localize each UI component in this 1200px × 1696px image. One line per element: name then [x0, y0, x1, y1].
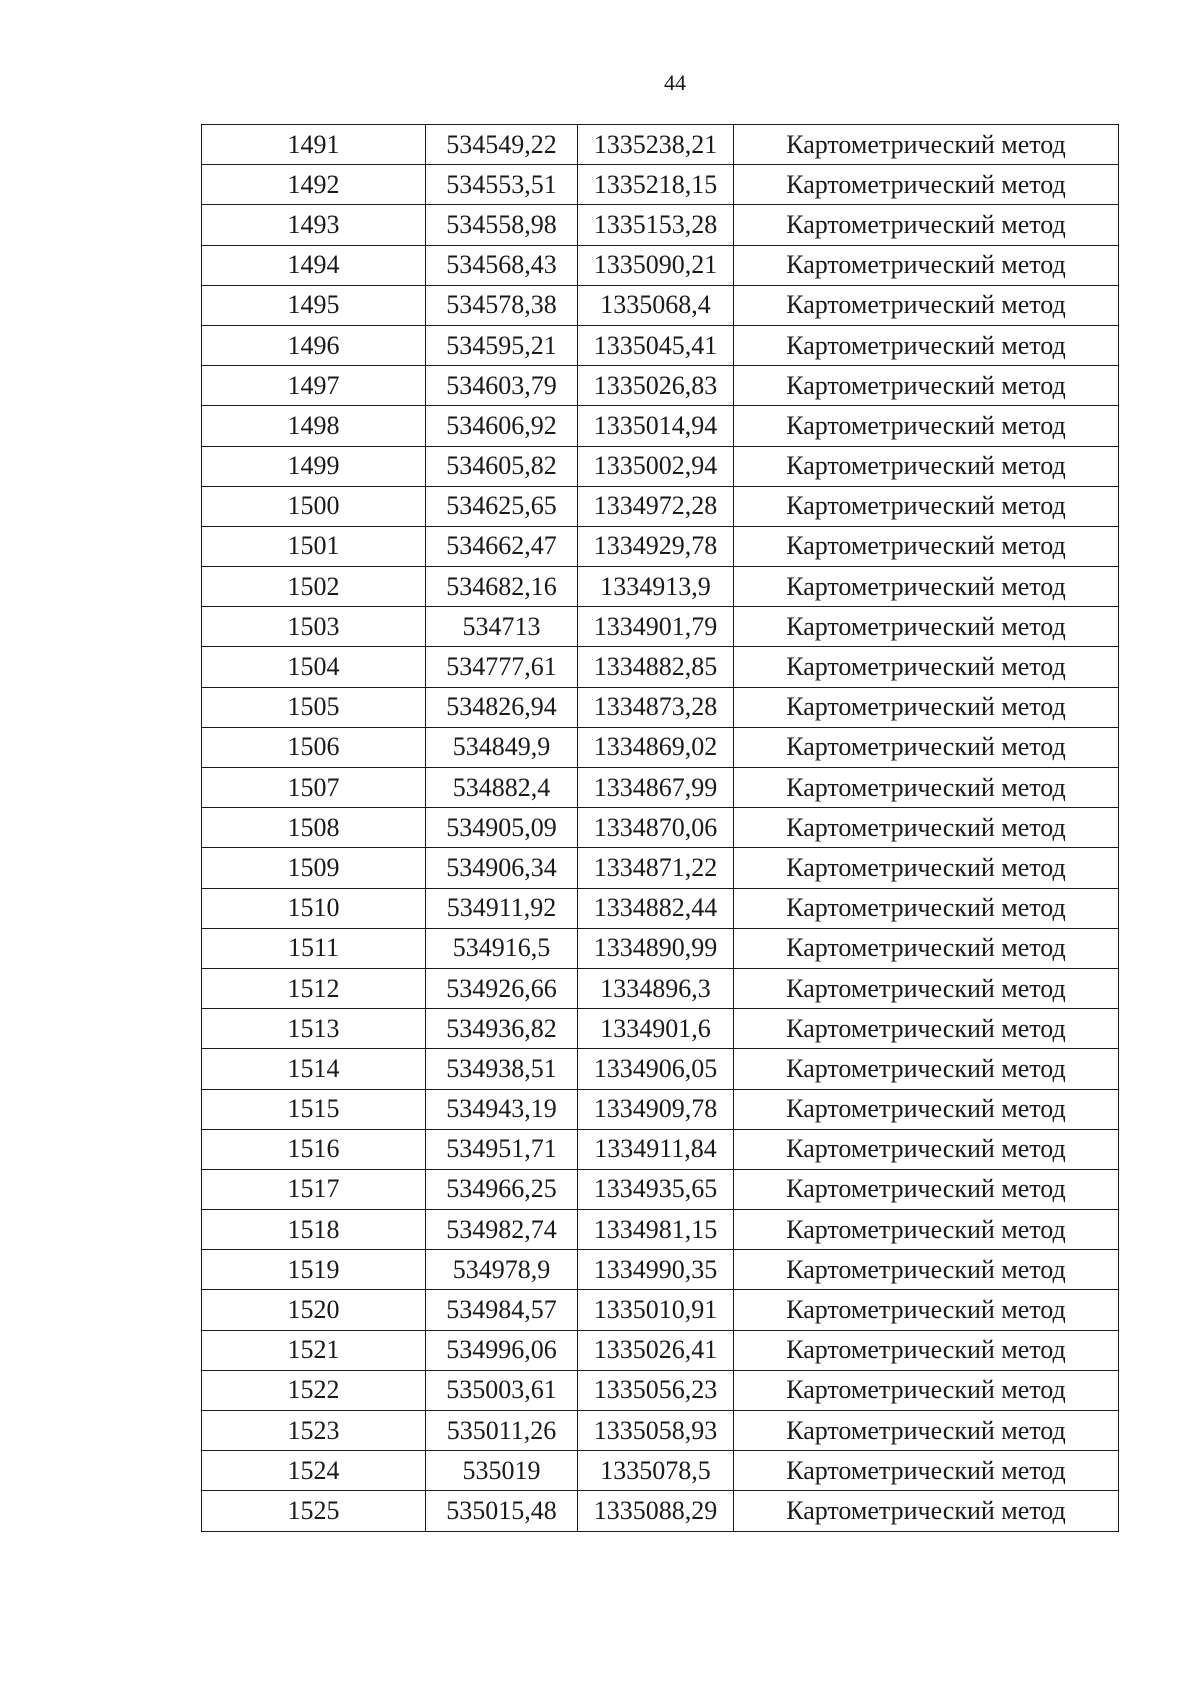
y-coordinate-cell: 1335090,21: [578, 245, 734, 285]
point-number-cell: 1502: [202, 567, 426, 607]
method-cell: Картометрический метод: [734, 928, 1119, 968]
point-number-cell: 1521: [202, 1330, 426, 1370]
coordinates-table: [201, 124, 1119, 1532]
table-row: [202, 406, 1119, 446]
y-coordinate-cell: 1334901,79: [578, 607, 734, 647]
point-number-cell: 1515: [202, 1089, 426, 1129]
x-coordinate-cell: 534568,43: [426, 245, 578, 285]
method-cell: Картометрический метод: [734, 406, 1119, 446]
y-coordinate-cell: 1334981,15: [578, 1210, 734, 1250]
point-number-cell: 1516: [202, 1129, 426, 1169]
table-row: [202, 1169, 1119, 1209]
method-cell: Картометрический метод: [734, 607, 1119, 647]
y-coordinate-cell: 1335056,23: [578, 1370, 734, 1410]
point-number-cell: 1497: [202, 366, 426, 406]
point-number-cell: 1518: [202, 1210, 426, 1250]
table-row: [202, 1250, 1119, 1290]
point-number-cell: 1513: [202, 1009, 426, 1049]
point-number-cell: 1500: [202, 486, 426, 526]
y-coordinate-cell: 1334890,99: [578, 928, 734, 968]
point-number-cell: 1506: [202, 727, 426, 767]
point-number-cell: 1520: [202, 1290, 426, 1330]
method-cell: Картометрический метод: [734, 647, 1119, 687]
table-row: [202, 1451, 1119, 1491]
x-coordinate-cell: 534978,9: [426, 1250, 578, 1290]
method-cell: Картометрический метод: [734, 1290, 1119, 1330]
x-coordinate-cell: 534553,51: [426, 165, 578, 205]
table-row: [202, 1370, 1119, 1410]
table-row: [202, 1210, 1119, 1250]
point-number-cell: 1510: [202, 888, 426, 928]
table-row: [202, 687, 1119, 727]
method-cell: Картометрический метод: [734, 245, 1119, 285]
point-number-cell: 1524: [202, 1451, 426, 1491]
x-coordinate-cell: 534882,4: [426, 768, 578, 808]
method-cell: Картометрический метод: [734, 567, 1119, 607]
table-row: [202, 968, 1119, 1008]
y-coordinate-cell: 1334913,9: [578, 567, 734, 607]
x-coordinate-cell: 534936,82: [426, 1009, 578, 1049]
method-cell: Картометрический метод: [734, 1370, 1119, 1410]
y-coordinate-cell: 1334906,05: [578, 1049, 734, 1089]
y-coordinate-cell: 1335058,93: [578, 1411, 734, 1451]
table-row: [202, 205, 1119, 245]
x-coordinate-cell: 535015,48: [426, 1491, 578, 1531]
table-row: [202, 325, 1119, 365]
table-row: [202, 125, 1119, 165]
method-cell: Картометрический метод: [734, 687, 1119, 727]
table-row: [202, 245, 1119, 285]
y-coordinate-cell: 1334896,3: [578, 968, 734, 1008]
x-coordinate-cell: 534938,51: [426, 1049, 578, 1089]
point-number-cell: 1492: [202, 165, 426, 205]
x-coordinate-cell: 534966,25: [426, 1169, 578, 1209]
point-number-cell: 1501: [202, 526, 426, 566]
x-coordinate-cell: 534558,98: [426, 205, 578, 245]
point-number-cell: 1522: [202, 1370, 426, 1410]
point-number-cell: 1491: [202, 125, 426, 165]
method-cell: Картометрический метод: [734, 808, 1119, 848]
point-number-cell: 1504: [202, 647, 426, 687]
x-coordinate-cell: 535019: [426, 1451, 578, 1491]
x-coordinate-cell: 535011,26: [426, 1411, 578, 1451]
point-number-cell: 1517: [202, 1169, 426, 1209]
y-coordinate-cell: 1335045,41: [578, 325, 734, 365]
method-cell: Картометрический метод: [734, 1210, 1119, 1250]
point-number-cell: 1505: [202, 687, 426, 727]
table-body: [202, 125, 1119, 1532]
x-coordinate-cell: 534926,66: [426, 968, 578, 1008]
method-cell: Картометрический метод: [734, 446, 1119, 486]
table-row: [202, 848, 1119, 888]
method-cell: Картометрический метод: [734, 1129, 1119, 1169]
method-cell: Картометрический метод: [734, 1330, 1119, 1370]
table-row: [202, 1049, 1119, 1089]
point-number-cell: 1498: [202, 406, 426, 446]
method-cell: Картометрический метод: [734, 325, 1119, 365]
method-cell: Картометрический метод: [734, 205, 1119, 245]
page-number: 44: [664, 70, 686, 95]
y-coordinate-cell: 1335153,28: [578, 205, 734, 245]
table-row: [202, 165, 1119, 205]
x-coordinate-cell: 534549,22: [426, 125, 578, 165]
y-coordinate-cell: 1334909,78: [578, 1089, 734, 1129]
method-cell: Картометрический метод: [734, 285, 1119, 325]
x-coordinate-cell: 534713: [426, 607, 578, 647]
point-number-cell: 1514: [202, 1049, 426, 1089]
x-coordinate-cell: 534906,34: [426, 848, 578, 888]
point-number-cell: 1495: [202, 285, 426, 325]
point-number-cell: 1494: [202, 245, 426, 285]
y-coordinate-cell: 1335068,4: [578, 285, 734, 325]
method-cell: Картометрический метод: [734, 968, 1119, 1008]
y-coordinate-cell: 1334882,44: [578, 888, 734, 928]
y-coordinate-cell: 1334871,22: [578, 848, 734, 888]
y-coordinate-cell: 1335218,15: [578, 165, 734, 205]
method-cell: Картометрический метод: [734, 1250, 1119, 1290]
method-cell: Картометрический метод: [734, 727, 1119, 767]
point-number-cell: 1512: [202, 968, 426, 1008]
x-coordinate-cell: 534595,21: [426, 325, 578, 365]
y-coordinate-cell: 1335002,94: [578, 446, 734, 486]
x-coordinate-cell: 534606,92: [426, 406, 578, 446]
method-cell: Картометрический метод: [734, 526, 1119, 566]
table-row: [202, 888, 1119, 928]
y-coordinate-cell: 1334867,99: [578, 768, 734, 808]
x-coordinate-cell: 534849,9: [426, 727, 578, 767]
x-coordinate-cell: 534625,65: [426, 486, 578, 526]
table-row: [202, 1411, 1119, 1451]
table-row: [202, 486, 1119, 526]
method-cell: Картометрический метод: [734, 125, 1119, 165]
method-cell: Картометрический метод: [734, 1491, 1119, 1531]
x-coordinate-cell: 534911,92: [426, 888, 578, 928]
y-coordinate-cell: 1335010,91: [578, 1290, 734, 1330]
x-coordinate-cell: 534996,06: [426, 1330, 578, 1370]
method-cell: Картометрический метод: [734, 1089, 1119, 1129]
table-row: [202, 285, 1119, 325]
table-row: [202, 768, 1119, 808]
x-coordinate-cell: 534662,47: [426, 526, 578, 566]
y-coordinate-cell: 1335014,94: [578, 406, 734, 446]
table-row: [202, 1330, 1119, 1370]
method-cell: Картометрический метод: [734, 768, 1119, 808]
table-row: [202, 366, 1119, 406]
method-cell: Картометрический метод: [734, 888, 1119, 928]
y-coordinate-cell: 1334870,06: [578, 808, 734, 848]
y-coordinate-cell: 1334901,6: [578, 1009, 734, 1049]
y-coordinate-cell: 1335026,83: [578, 366, 734, 406]
y-coordinate-cell: 1335238,21: [578, 125, 734, 165]
x-coordinate-cell: 534984,57: [426, 1290, 578, 1330]
point-number-cell: 1493: [202, 205, 426, 245]
table-row: [202, 647, 1119, 687]
y-coordinate-cell: 1334929,78: [578, 526, 734, 566]
y-coordinate-cell: 1334882,85: [578, 647, 734, 687]
x-coordinate-cell: 534605,82: [426, 446, 578, 486]
method-cell: Картометрический метод: [734, 1169, 1119, 1209]
point-number-cell: 1511: [202, 928, 426, 968]
table-row: [202, 1009, 1119, 1049]
table-row: [202, 808, 1119, 848]
point-number-cell: 1523: [202, 1411, 426, 1451]
table-row: [202, 1129, 1119, 1169]
x-coordinate-cell: 534916,5: [426, 928, 578, 968]
point-number-cell: 1509: [202, 848, 426, 888]
table-row: [202, 1089, 1119, 1129]
point-number-cell: 1525: [202, 1491, 426, 1531]
x-coordinate-cell: 534982,74: [426, 1210, 578, 1250]
y-coordinate-cell: 1335026,41: [578, 1330, 734, 1370]
x-coordinate-cell: 534905,09: [426, 808, 578, 848]
method-cell: Картометрический метод: [734, 848, 1119, 888]
y-coordinate-cell: 1334990,35: [578, 1250, 734, 1290]
y-coordinate-cell: 1335088,29: [578, 1491, 734, 1531]
point-number-cell: 1508: [202, 808, 426, 848]
x-coordinate-cell: 534777,61: [426, 647, 578, 687]
table-row: [202, 446, 1119, 486]
x-coordinate-cell: 534603,79: [426, 366, 578, 406]
table-row: [202, 607, 1119, 647]
method-cell: Картометрический метод: [734, 486, 1119, 526]
method-cell: Картометрический метод: [734, 1009, 1119, 1049]
method-cell: Картометрический метод: [734, 165, 1119, 205]
table-row: [202, 928, 1119, 968]
x-coordinate-cell: 534682,16: [426, 567, 578, 607]
x-coordinate-cell: 534951,71: [426, 1129, 578, 1169]
point-number-cell: 1496: [202, 325, 426, 365]
table-row: [202, 567, 1119, 607]
point-number-cell: 1503: [202, 607, 426, 647]
x-coordinate-cell: 534826,94: [426, 687, 578, 727]
y-coordinate-cell: 1334935,65: [578, 1169, 734, 1209]
x-coordinate-cell: 534943,19: [426, 1089, 578, 1129]
y-coordinate-cell: 1334911,84: [578, 1129, 734, 1169]
y-coordinate-cell: 1335078,5: [578, 1451, 734, 1491]
y-coordinate-cell: 1334873,28: [578, 687, 734, 727]
point-number-cell: 1519: [202, 1250, 426, 1290]
y-coordinate-cell: 1334972,28: [578, 486, 734, 526]
method-cell: Картометрический метод: [734, 1049, 1119, 1089]
point-number-cell: 1499: [202, 446, 426, 486]
y-coordinate-cell: 1334869,02: [578, 727, 734, 767]
x-coordinate-cell: 534578,38: [426, 285, 578, 325]
method-cell: Картометрический метод: [734, 366, 1119, 406]
table-row: [202, 1491, 1119, 1531]
table-row: [202, 1290, 1119, 1330]
table-row: [202, 526, 1119, 566]
x-coordinate-cell: 535003,61: [426, 1370, 578, 1410]
method-cell: Картометрический метод: [734, 1411, 1119, 1451]
point-number-cell: 1507: [202, 768, 426, 808]
method-cell: Картометрический метод: [734, 1451, 1119, 1491]
table-row: [202, 727, 1119, 767]
